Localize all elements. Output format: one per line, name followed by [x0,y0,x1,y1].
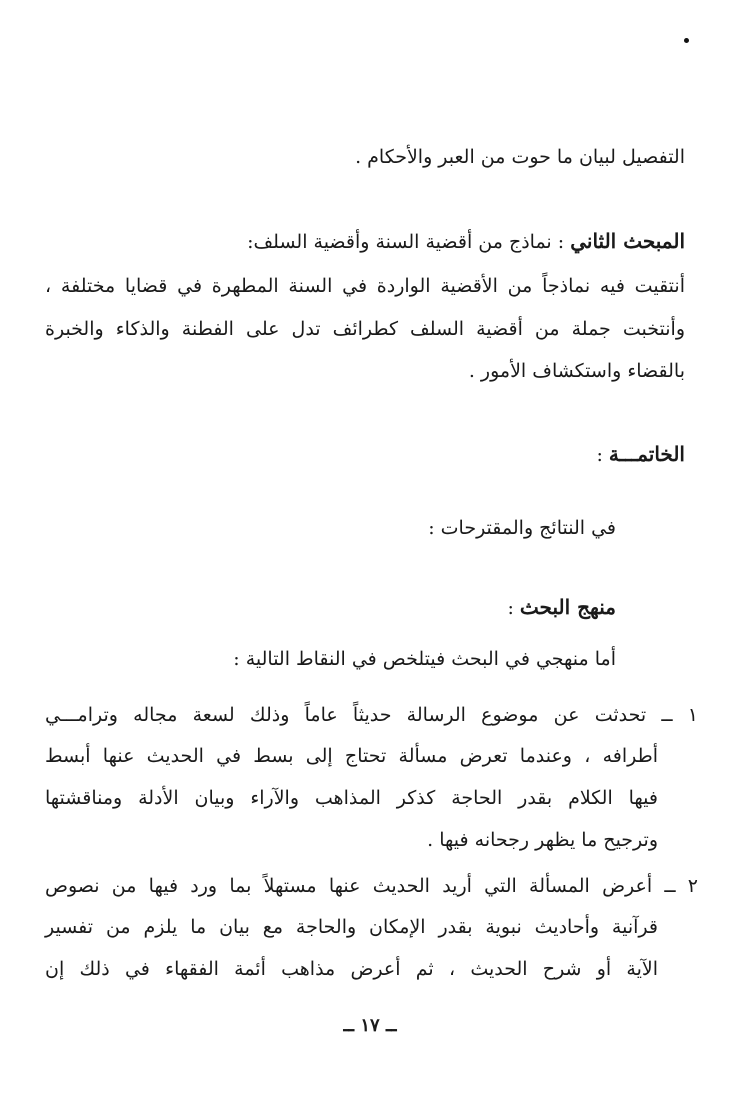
point-1-line-1 [45,700,698,730]
point-2-text-1: أعرض المسألة التي أريد الحديث عنها مستهلاً بما ورد فيها من نصوص [45,875,653,897]
section2-line-3: بالقضاء واستكشاف الأمور . [468,360,685,382]
intro-line: التفصيل لبيان ما حوت من العبر والأحكام . [355,146,685,168]
point-1-line-2: أطرافه ، وعندما تعرض مسألة تحتاج إلى بسط في الحديث عنها أبسط [45,745,658,767]
point-2-line-3: الآية أو شرح الحديث ، ثم أعرض مذاهب أئمة الفقهاء في ذلك إن [45,958,658,980]
page-dot-mark [684,38,689,43]
method-heading: منهج البحث [519,595,616,619]
section2-line-2: وأنتخبت جملة من أقضية السلف كطرائف تدل على الفطنة والذكاء والخبرة [45,318,685,340]
conclusion-heading: الخاتمـــة [608,442,685,466]
method-title-line [0,592,616,623]
point-1-text-1: تحدثت عن موضوع الرسالة حديثاً عاماً وذلك لسعة مجاله وترامـــي [45,704,647,726]
point-2-marker: ٢ ــ [664,875,698,897]
conclusion-title-line [45,439,685,470]
point-1-line-4: وترجيح ما يظهر رجحانه فيها . [427,829,658,851]
method-heading-rest: : [507,597,520,619]
point-2-line-1 [45,871,698,901]
page-number: ــ ١٧ ــ [343,1015,397,1036]
conclusion-text: في النتائج والمقترحات : [428,517,616,539]
section2-line-1: أنتقيت فيه نماذجاً من الأقضية الواردة في السنة المطهرة في قضايا مختلفة ، [45,275,685,297]
point-1-line-3: فيها الكلام بقدر الحاجة كذكر المذاهب والآراء وبيان الأدلة ومناقشتها [45,787,658,809]
point-1-marker: ١ ــ [661,704,698,726]
conclusion-heading-rest: : [596,444,609,466]
method-intro: أما منهجي في البحث فيتلخص في النقاط التالية : [233,648,616,670]
section2-heading: المبحث الثاني [570,229,685,253]
section2-heading-rest: : نماذج من أقضية السنة وأقضية السلف: [247,231,571,253]
section2-title-line [45,226,685,257]
point-2-line-2: قرآنية وأحاديث نبوية بقدر الإمكان والحاجة مع بيان ما يلزم من تفسير [45,916,658,938]
